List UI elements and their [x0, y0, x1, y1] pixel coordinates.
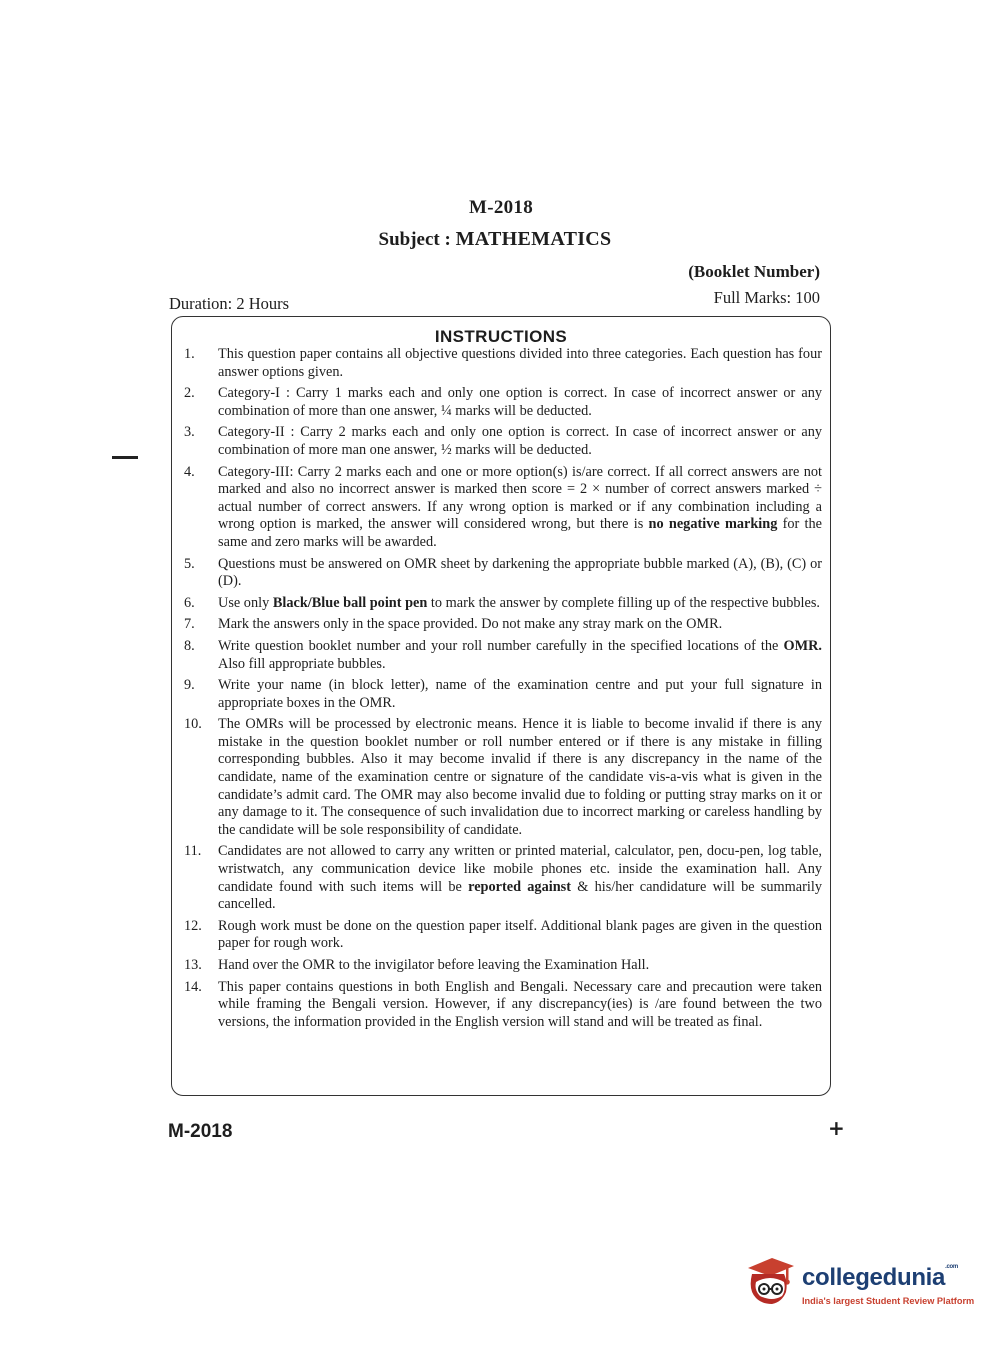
instruction-number: 11.: [184, 843, 202, 860]
instruction-run: Use only: [218, 594, 273, 611]
instruction-emphasis: no negative marking: [648, 516, 778, 533]
instruction-number: 5.: [184, 555, 195, 572]
instruction-item: [180, 385, 822, 420]
subject-label: Subject :: [378, 229, 451, 250]
instruction-number: 1.: [184, 346, 195, 362]
instruction-item: [180, 638, 822, 673]
instruction-run: Category-II : Carry 2 marks each and only one option is correct. In case of incorrect answer or any combination of more man one answer, ½ marks will be deducted.: [218, 424, 822, 458]
instruction-run: Mark the answers only in the space provided. Do not make any stray mark on the OMR.: [218, 616, 723, 633]
instruction-run: for the same and zero marks will be awarded.: [218, 516, 822, 550]
subject-line: [0, 228, 990, 251]
instruction-number: 13.: [184, 957, 202, 973]
instruction-text: [218, 385, 822, 420]
instruction-run: & his/her candidature will be summarily cancelled.: [218, 878, 822, 913]
instruction-number: 9.: [184, 677, 195, 694]
paper-code: M-2018: [468, 197, 534, 218]
instructions-list: [180, 346, 822, 1035]
instruction-number: 2.: [184, 385, 195, 402]
collegedunia-watermark: [742, 1252, 975, 1312]
instruction-text: [218, 677, 822, 712]
instruction-run: The OMRs will be processed by electronic means. Hence it is liable to become invalid if there is any mistake in the question booklet number or roll number entered or if there is any mistake in filling corresponding bubbles. Also it may become invalid if there is any discrepancy in the name of the candidate, name of the examination centre or signature of the candidate vis-a-vis what is given in the candidate’s admit card. The OMR may also become invalid due to folding or putting stray marks on it or any damage to it. The consequence of such invalidation due to incorrect marking or careless handling by the candidate will be sole responsibility of candidate.: [218, 716, 822, 838]
subject-value: MATHEMATICS: [455, 228, 612, 250]
instruction-item: [180, 616, 822, 634]
instruction-run: Hand over the OMR to the invigilator before leaving the Examination Hall.: [218, 957, 650, 973]
duration-text: Duration: 2 Hours: [169, 294, 290, 313]
instruction-run: Write your name (in block letter), name of the examination centre and put your full signature in appropriate boxes in the OMR.: [218, 677, 822, 711]
instruction-run: Category-I : Carry 1 marks each and only one option is correct. In case of incorrect answer or any combination of more than one answer, ¼ marks will be deducted.: [218, 385, 822, 419]
instruction-text: [218, 918, 822, 953]
instruction-emphasis: Black/Blue ball point pen: [272, 594, 428, 611]
instruction-text: [218, 616, 822, 634]
instruction-run: Questions must be answered on OMR sheet by darkening the appropriate bubble marked (A), (B), (C) or (D).: [218, 555, 822, 590]
instruction-item: [180, 979, 822, 1032]
booklet-number-label: (Booklet Number): [688, 262, 820, 281]
instruction-item: [180, 957, 822, 975]
instruction-number: 7.: [184, 616, 195, 633]
instruction-item: [180, 464, 822, 552]
instruction-item: [180, 346, 822, 381]
instruction-item: [180, 716, 822, 839]
instruction-run: Also fill appropriate bubbles.: [218, 655, 386, 672]
instruction-emphasis: OMR.: [783, 637, 822, 654]
margin-mark: [112, 456, 138, 459]
instruction-text: [218, 595, 822, 613]
instruction-item: [180, 918, 822, 953]
instruction-text: [218, 346, 822, 381]
graduate-mascot-icon: [742, 1252, 800, 1312]
instruction-run: Rough work must be done on the question paper itself. Additional blank pages are given in the question paper for rough work.: [218, 917, 822, 952]
registration-mark: +: [828, 1116, 845, 1140]
instruction-item: [180, 424, 822, 459]
instruction-text: [218, 979, 822, 1032]
brand-name: collegedunia$^{.com}$: [802, 1264, 958, 1291]
instruction-item: [180, 843, 822, 913]
instruction-number: 6.: [184, 594, 195, 611]
footer-paper-code: M-2018: [168, 1121, 233, 1142]
instruction-text: [218, 843, 822, 913]
instruction-item: [180, 677, 822, 712]
instruction-emphasis: reported against: [468, 878, 571, 895]
instruction-item: [180, 595, 822, 613]
instruction-run: Write question booklet number and your roll number carefully in the specified locations of the: [218, 637, 784, 654]
instruction-run: This paper contains questions in both English and Bengali. Necessary care and precaution were taken while framing the Bengali version. However, if any discrepancy(ies) is /are found between the two versions, the information provided in the English version will stand and will be treated as final.: [218, 978, 822, 1030]
instruction-text: [218, 464, 822, 552]
instruction-item: [180, 556, 822, 591]
brand-tagline: India's largest Student Review Platform: [802, 1296, 975, 1306]
instruction-text: [218, 424, 822, 459]
instruction-run: Category-III: Carry 2 marks each and one or more option(s) is/are correct. If all correct answers are not marked and also no incorrect answer is marked then score = 2 × number of correct answers marked ÷ actual number of correct answers. If any wrong option is marked or if any combination including a wrong option is marked, the answer will considered wrong, but there is: [218, 463, 822, 533]
instruction-number: 3.: [184, 424, 195, 441]
instruction-number: 4.: [184, 463, 195, 480]
instruction-text: [218, 957, 822, 975]
instruction-text: [218, 716, 822, 839]
instruction-number: 14.: [184, 978, 202, 995]
instruction-run: Candidates are not allowed to carry any written or printed material, calculator, pen, docu-pen, log table, wristwatch, any communication device like mobile phones etc. inside the examination hall. Any candidate found with such items will be: [218, 843, 822, 895]
instruction-run: to mark the answer by complete filling up of the respective bubbles.: [427, 594, 820, 611]
instruction-run: This question paper contains all objective questions divided into three categories. Each question has four answer options given.: [218, 346, 822, 380]
instruction-number: 10.: [184, 716, 202, 733]
full-marks-text: Full Marks: 100: [713, 288, 820, 307]
instruction-number: 8.: [184, 637, 195, 654]
instruction-text: [218, 556, 822, 591]
instruction-text: [218, 638, 822, 673]
instructions-title: INSTRUCTIONS: [434, 327, 568, 346]
instruction-number: 12.: [184, 917, 202, 934]
